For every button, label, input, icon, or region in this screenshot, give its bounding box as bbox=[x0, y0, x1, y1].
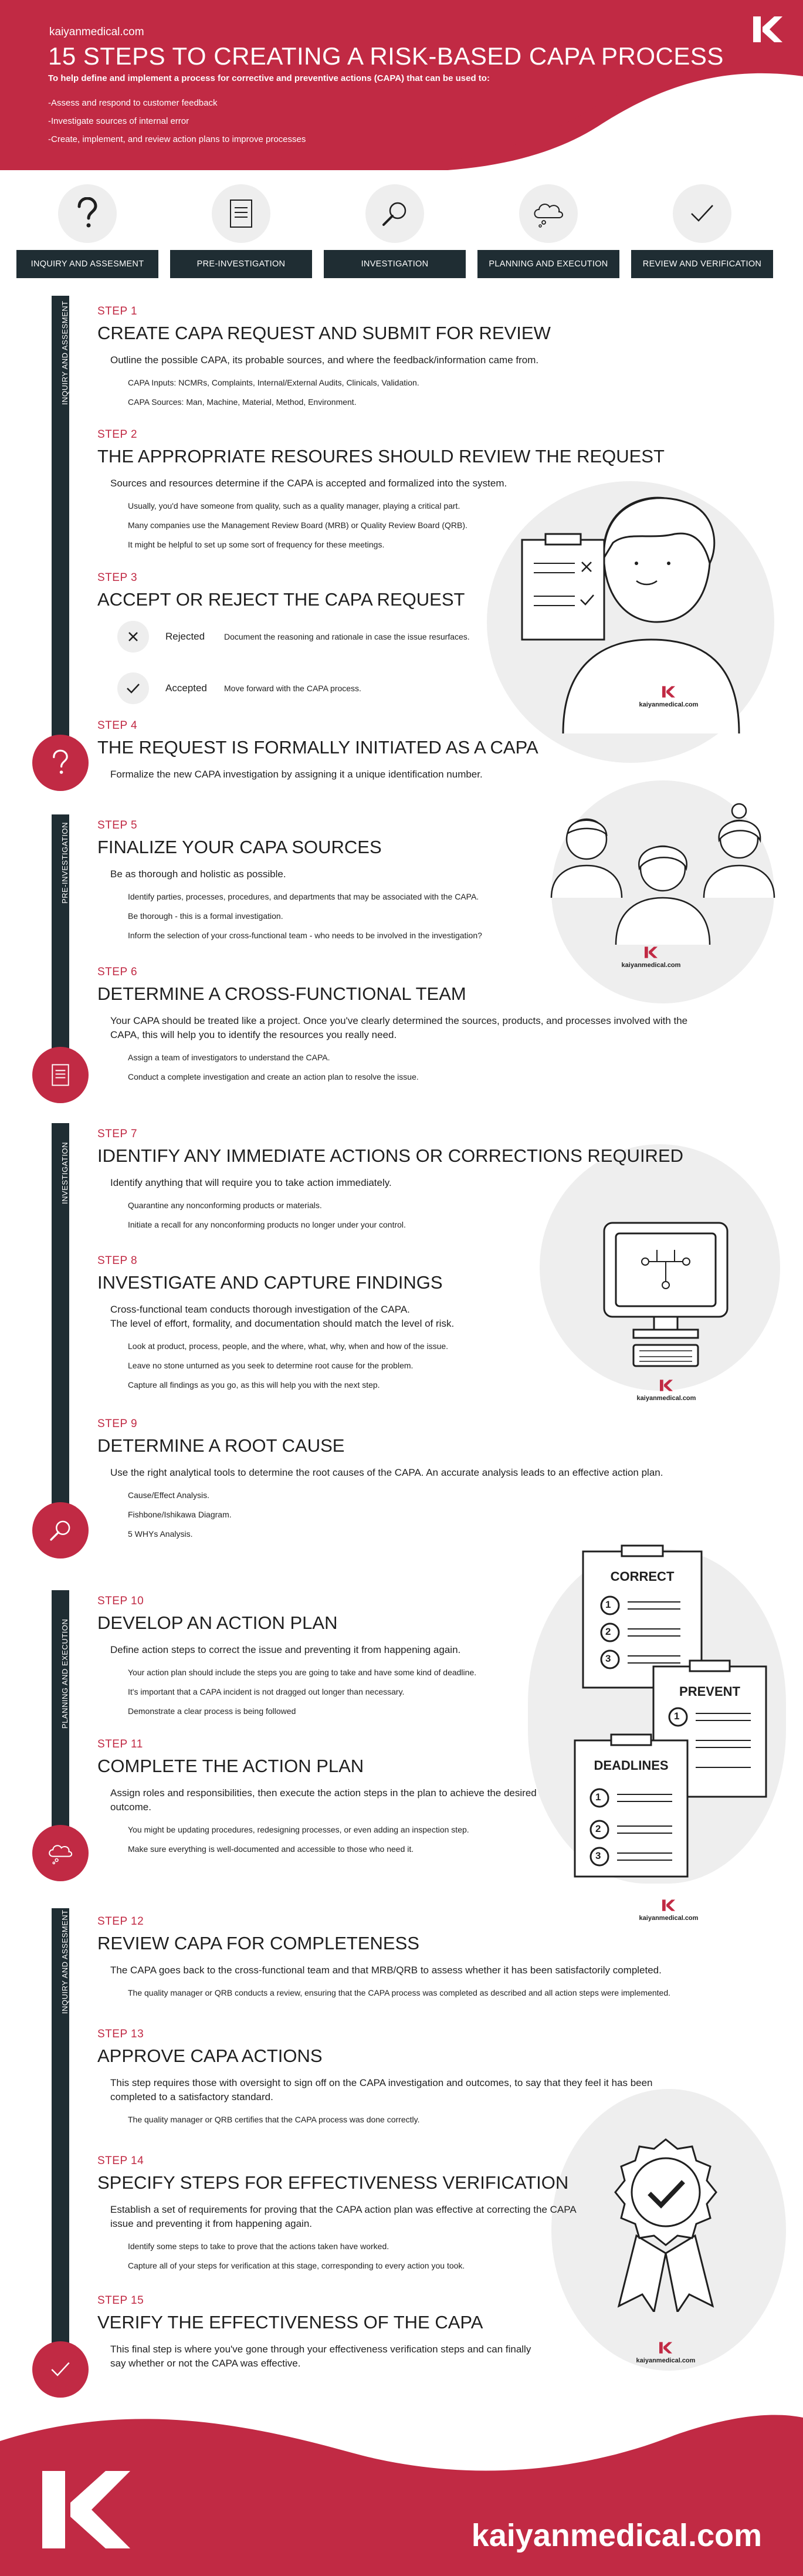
step-item: Identify parties, processes, procedures, and departments that may be associated with the CAPA. bbox=[128, 892, 479, 901]
step-number: STEP 12 bbox=[97, 1915, 144, 1928]
step-item: It's important that a CAPA incident is not dragged out longer than necessary. bbox=[128, 1687, 405, 1696]
step-lead: Outline the possible CAPA, its probable sources, and where the feedback/information came from. bbox=[110, 354, 539, 366]
checkmark-icon bbox=[673, 184, 731, 243]
step-lead: Be as thorough and holistic as possible. bbox=[110, 868, 286, 880]
phase-label: PRE-INVESTIGATION bbox=[170, 250, 312, 278]
magnifier-icon bbox=[365, 184, 424, 243]
header-banner bbox=[0, 0, 803, 170]
step-item: Usually, you'd have someone from quality, such as a quality manager, playing a critical part. bbox=[128, 501, 460, 511]
phase-investigation bbox=[324, 184, 466, 278]
step-lead: Use the right analytical tools to determine the root causes of the CAPA. An accurate analysis leads to an effective action plan. bbox=[110, 1467, 663, 1478]
step-heading: CREATE CAPA REQUEST AND SUBMIT FOR REVIEW bbox=[97, 323, 551, 343]
step-number: STEP 7 bbox=[97, 1128, 138, 1140]
checklist-number: 3 bbox=[605, 1653, 611, 1664]
step-number: STEP 2 bbox=[97, 428, 138, 441]
step-number: STEP 14 bbox=[97, 2155, 144, 2167]
step-item: Capture all findings as you go, as this will help you with the next step. bbox=[128, 1380, 380, 1390]
step-item: Look at product, process, people, and the where, what, why, when and how of the issue. bbox=[128, 1341, 449, 1351]
step-heading: REVIEW CAPA FOR COMPLETENESS bbox=[97, 1933, 419, 1953]
x-icon bbox=[117, 621, 149, 653]
checklist-deadlines bbox=[572, 1732, 690, 1879]
phase-label: INQUIRY AND ASSESMENT bbox=[16, 250, 158, 278]
step-15 bbox=[97, 2294, 543, 2371]
step-item: Fishbone/Ishikawa Diagram. bbox=[128, 1510, 232, 1519]
uses-list bbox=[48, 94, 306, 148]
step-5 bbox=[97, 819, 482, 945]
step-item: Initiate a recall for any nonconforming products no longer under your control. bbox=[128, 1220, 406, 1229]
question-mark-icon bbox=[32, 735, 89, 791]
step-number: STEP 6 bbox=[97, 966, 138, 978]
step-heading: DETERMINE A ROOT CAUSE bbox=[97, 1435, 345, 1456]
step-heading: INVESTIGATE AND CAPTURE FINDINGS bbox=[97, 1272, 443, 1293]
checkmark-icon bbox=[32, 2341, 89, 2398]
checklist-number: 2 bbox=[595, 1823, 601, 1834]
step-9 bbox=[97, 1418, 678, 1544]
use-item: -Assess and respond to customer feedback bbox=[48, 98, 218, 108]
document-icon bbox=[212, 184, 270, 243]
step-item: Inform the selection of your cross-functional team - who needs to be involved in the investigation? bbox=[128, 931, 482, 940]
step-item: Be thorough - this is a formal investigation. bbox=[128, 911, 283, 921]
team-illustration bbox=[546, 798, 786, 945]
brand-text: kaiyanmedical.com bbox=[621, 962, 681, 969]
step-11 bbox=[97, 1738, 543, 1859]
document-icon bbox=[32, 1047, 89, 1103]
step-8 bbox=[97, 1255, 555, 1395]
checklist-number: 1 bbox=[605, 1599, 611, 1610]
step-heading: COMPLETE THE ACTION PLAN bbox=[97, 1756, 364, 1776]
phase-review bbox=[631, 184, 773, 278]
step-item: Identify some steps to take to prove that the actions taken have worked. bbox=[128, 2242, 389, 2251]
step-heading: THE REQUEST IS FORMALLY INITIATED AS A CAPA bbox=[97, 737, 538, 758]
step-item: Cause/Effect Analysis. bbox=[128, 1490, 210, 1500]
step-items bbox=[97, 2237, 578, 2276]
step-4 bbox=[97, 719, 538, 782]
footer-domain[interactable]: kaiyanmedical.com bbox=[471, 2518, 762, 2553]
step-item: Many companies use the Management Review Board (MRB) or Quality Review Board (QRB). bbox=[128, 520, 467, 530]
step-items bbox=[97, 1337, 555, 1395]
step-item: Your action plan should include the steps you are going to take and have some kind of deadline. bbox=[128, 1668, 477, 1677]
brand-text: kaiyanmedical.com bbox=[639, 1915, 699, 1922]
step-lead: Identify anything that will require you to take action immediately. bbox=[110, 1177, 392, 1188]
step-lead: Establish a set of requirements for proving that the CAPA action plan was effective at correcting the CAPA issue and preventing it from happening again. bbox=[110, 2204, 576, 2229]
kaiyan-k-logo-icon bbox=[753, 16, 782, 42]
step-item: 5 WHYs Analysis. bbox=[128, 1529, 193, 1539]
step-number: STEP 15 bbox=[97, 2294, 144, 2307]
step-heading: APPROVE CAPA ACTIONS bbox=[97, 2046, 323, 2066]
checklist-number: 3 bbox=[595, 1850, 601, 1861]
step-item: Make sure everything is well-documented and accessible to those who need it. bbox=[128, 1844, 414, 1854]
checklist-title: DEADLINES bbox=[594, 1758, 669, 1773]
step-1 bbox=[97, 305, 551, 412]
brand-badge bbox=[633, 685, 704, 708]
step-lead: Define action steps to correct the issue and preventing it from happening again. bbox=[110, 1644, 461, 1655]
cloud-icon bbox=[32, 1825, 89, 1881]
step-items bbox=[97, 1663, 476, 1721]
page-title: 15 STEPS TO CREATING A RISK-BASED CAPA PROCESS bbox=[48, 42, 724, 70]
checklist-number: 1 bbox=[674, 1710, 680, 1722]
checklist-number: 2 bbox=[605, 1626, 611, 1637]
step-item: Leave no stone unturned as you seek to determine root cause for the problem. bbox=[128, 1361, 414, 1370]
step-14 bbox=[97, 2155, 578, 2276]
step-items bbox=[97, 1486, 678, 1544]
phase-pre-investigation bbox=[170, 184, 312, 278]
step-item: Conduct a complete investigation and create an action plan to resolve the issue. bbox=[128, 1072, 419, 1081]
step-lead: This step requires those with oversight to sign off on the CAPA investigation and outcomes, to say that they feel it has been completed to a satisfactory standard. bbox=[110, 2077, 653, 2102]
step-lead: Cross-functional team conducts thorough investigation of the CAPA. The level of effort, formality, and documentation should match the level of risk. bbox=[110, 1304, 455, 1329]
step-number: STEP 11 bbox=[97, 1738, 143, 1750]
step-item: Capture all of your steps for verification at this stage, corresponding to every action you took. bbox=[128, 2261, 465, 2270]
brand-text: kaiyanmedical.com bbox=[636, 1395, 696, 1402]
use-item: -Investigate sources of internal error bbox=[48, 116, 189, 126]
checklist-title: CORRECT bbox=[610, 1569, 675, 1584]
step-7 bbox=[97, 1128, 683, 1235]
step-items bbox=[97, 496, 665, 555]
step-heading: DEVELOP AN ACTION PLAN bbox=[97, 1612, 338, 1633]
step-number: STEP 13 bbox=[97, 2028, 144, 2040]
checklist-title: PREVENT bbox=[679, 1684, 740, 1699]
accepted-desc: Move forward with the CAPA process. bbox=[224, 684, 361, 693]
section-label: PRE-INVESTIGATION bbox=[60, 822, 69, 904]
step-lead: Your CAPA should be treated like a project. Once you've clearly determined the sources, products, and processes involved with the CAPA, this will help you to identify the resources you really need. bbox=[110, 1015, 688, 1040]
cloud-icon bbox=[519, 184, 578, 243]
brand-badge bbox=[631, 2341, 701, 2364]
step-item: CAPA Sources: Man, Machine, Material, Method, Environment. bbox=[128, 397, 357, 407]
checklist-number: 1 bbox=[595, 1791, 601, 1803]
step-items bbox=[97, 373, 551, 412]
award-badge-illustration bbox=[601, 2136, 730, 2312]
step-number: STEP 9 bbox=[97, 1418, 138, 1430]
site-url[interactable]: kaiyanmedical.com bbox=[49, 26, 144, 38]
step-items bbox=[97, 1196, 683, 1235]
brand-badge bbox=[631, 1379, 702, 1402]
step-item: You might be updating procedures, redesigning processes, or even adding an inspection step. bbox=[128, 1825, 469, 1834]
step-number: STEP 3 bbox=[97, 572, 138, 584]
step-heading: DETERMINE A CROSS-FUNCTIONAL TEAM bbox=[97, 983, 466, 1004]
step-lead: This final step is where you've gone through your effectiveness verification steps and can finally say whether or not the CAPA was effective. bbox=[110, 2344, 531, 2369]
magnifier-icon bbox=[32, 1502, 89, 1559]
step-heading: FINALIZE YOUR CAPA SOURCES bbox=[97, 837, 382, 857]
step-number: STEP 5 bbox=[97, 819, 138, 831]
step-items bbox=[97, 2110, 684, 2129]
step-3 bbox=[97, 572, 465, 610]
step-items bbox=[97, 1983, 772, 2003]
phase-label: PLANNING AND EXECUTION bbox=[477, 250, 619, 278]
checkmark-icon bbox=[117, 672, 149, 704]
step-heading: SPECIFY STEPS FOR EFFECTIVENESS VERIFICATION bbox=[97, 2172, 569, 2193]
step-heading: VERIFY THE EFFECTIVENESS OF THE CAPA bbox=[97, 2312, 483, 2332]
intro-text: To help define and implement a process for corrective and preventive actions (CAPA) that can be used to: bbox=[48, 73, 490, 83]
footer-banner bbox=[0, 2406, 803, 2576]
accepted-label: Accepted bbox=[165, 682, 207, 694]
step-number: STEP 10 bbox=[97, 1595, 144, 1607]
rejected-desc: Document the reasoning and rationale in case the issue resurfaces. bbox=[224, 632, 470, 641]
brand-text: kaiyanmedical.com bbox=[639, 701, 699, 708]
step-item: Assign a team of investigators to understand the CAPA. bbox=[128, 1053, 330, 1062]
step-item: Demonstrate a clear process is being followed bbox=[128, 1706, 296, 1716]
step-number: STEP 1 bbox=[97, 305, 138, 317]
step-item: CAPA Inputs: NCMRs, Complaints, Internal/External Audits, Clinicals, Validation. bbox=[128, 378, 419, 387]
step-lead: Sources and resources determine if the CAPA is accepted and formalized into the system. bbox=[110, 478, 507, 489]
step-number: STEP 4 bbox=[97, 719, 138, 732]
step-heading: IDENTIFY ANY IMMEDIATE ACTIONS OR CORRECTIONS REQUIRED bbox=[97, 1145, 684, 1166]
step-6 bbox=[97, 966, 702, 1087]
use-item: -Create, implement, and review action plans to improve processes bbox=[48, 134, 306, 144]
step-heading: ACCEPT OR REJECT THE CAPA REQUEST bbox=[97, 589, 465, 610]
step-10 bbox=[97, 1595, 476, 1721]
phase-planning bbox=[477, 184, 619, 278]
step-items bbox=[97, 1820, 543, 1859]
step-item: The quality manager or QRB conducts a review, ensuring that the CAPA process was completed as described and all action steps were implemented. bbox=[128, 1988, 670, 1997]
phase-inquiry bbox=[16, 184, 158, 278]
step-12 bbox=[97, 1915, 772, 2003]
accepted-row bbox=[117, 672, 361, 704]
step-lead: Assign roles and responsibilities, then execute the action steps in the plan to achieve the desired outcome. bbox=[110, 1787, 537, 1813]
step-13 bbox=[97, 2028, 684, 2129]
rejected-label: Rejected bbox=[165, 631, 205, 642]
section-label: INQUIRY AND ASSESMENT bbox=[60, 300, 69, 405]
step-items bbox=[97, 1048, 702, 1087]
rejected-row bbox=[117, 621, 470, 653]
step-item: The quality manager or QRB certifies that the CAPA process was done correctly. bbox=[128, 2115, 420, 2124]
brand-text: kaiyanmedical.com bbox=[636, 2357, 696, 2364]
step-2 bbox=[97, 428, 665, 555]
step-item: It might be helpful to set up some sort of frequency for these meetings. bbox=[128, 540, 385, 549]
section-label: INVESTIGATION bbox=[60, 1142, 69, 1204]
step-lead: Formalize the new CAPA investigation by assigning it a unique identification number. bbox=[110, 769, 483, 780]
section-label: PLANNING AND EXECUTION bbox=[60, 1618, 69, 1729]
kaiyan-k-logo-icon bbox=[42, 2470, 130, 2549]
step-heading: THE APPROPRIATE RESOURES SHOULD REVIEW THE REQUEST bbox=[97, 446, 665, 466]
step-lead: The CAPA goes back to the cross-functional team and that MRB/QRB to assess whether it has been satisfactorily completed. bbox=[110, 1965, 662, 1976]
step-item: Quarantine any nonconforming products or materials. bbox=[128, 1201, 322, 1210]
phase-label: INVESTIGATION bbox=[324, 250, 466, 278]
question-mark-icon bbox=[58, 184, 117, 243]
computer-flowchart-illustration bbox=[598, 1221, 733, 1373]
phase-label: REVIEW AND VERIFICATION bbox=[631, 250, 773, 278]
step-number: STEP 8 bbox=[97, 1255, 138, 1267]
section-label: INQUIRY AND ASSESMENT bbox=[60, 1909, 69, 2014]
step-items bbox=[97, 887, 482, 945]
